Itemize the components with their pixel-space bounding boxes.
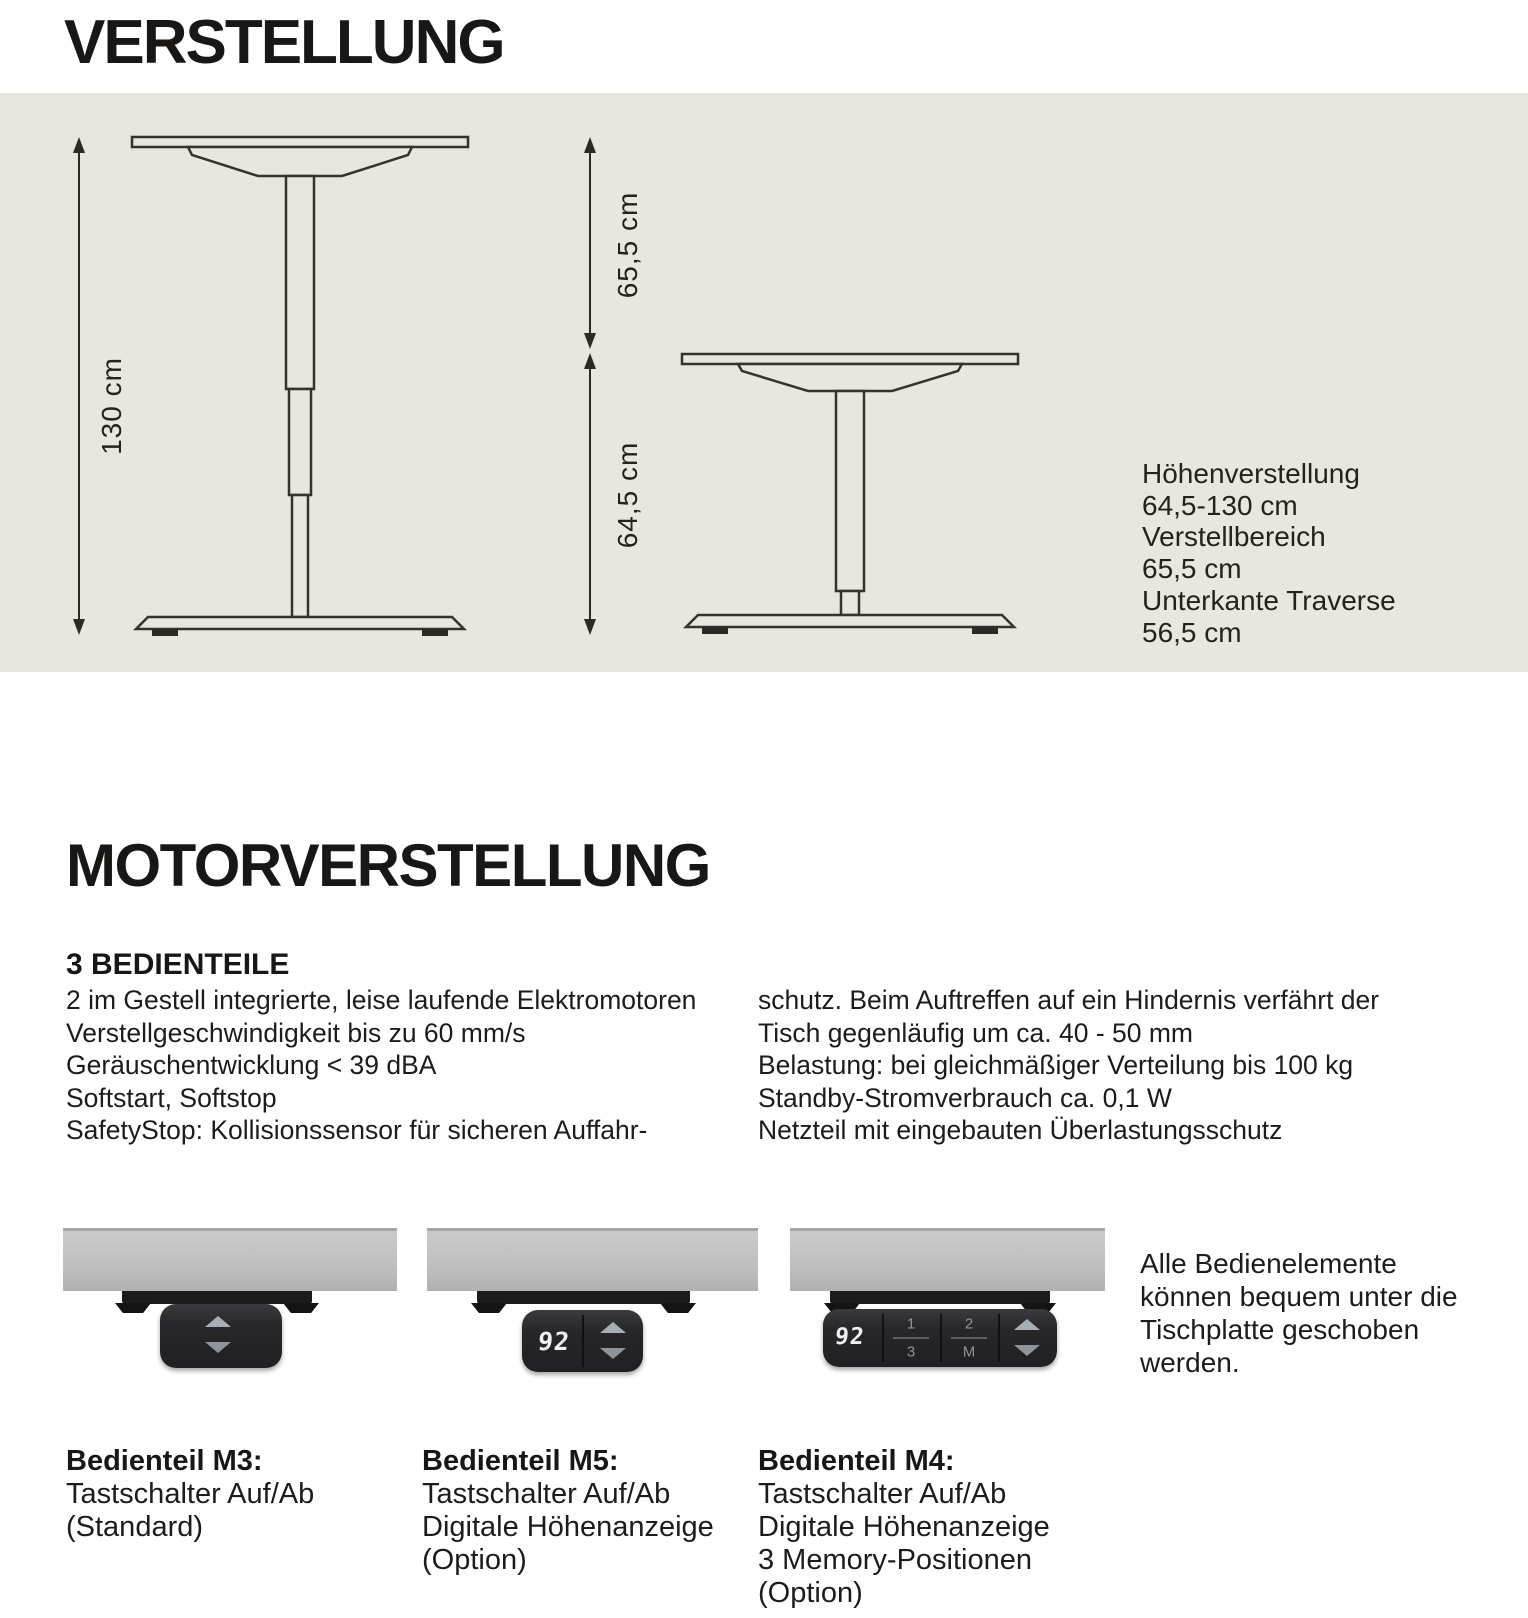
caption-title: Bedienteil M5: — [422, 1445, 619, 1477]
caption-line: (Option) — [758, 1577, 863, 1609]
caption-title: Bedienteil M3: — [66, 1445, 263, 1477]
dimension-label-lower-height: 64,5 cm — [612, 441, 643, 549]
text-line: Verstellgeschwindigkeit bis zu 60 mm/s — [66, 1017, 526, 1048]
mount-clip — [660, 1303, 696, 1313]
text-line: können bequem unter die — [1140, 1281, 1458, 1312]
dimension-arrow-lower-height-icon — [582, 353, 598, 635]
dimension-arrow-total-height-icon — [71, 137, 87, 635]
mount-clip — [115, 1303, 151, 1313]
dimension-label-total-height: 130 cm — [96, 357, 127, 455]
up-arrow-icon — [1014, 1319, 1040, 1330]
memory-button-m-label: M — [962, 1343, 976, 1361]
motor-text-right-column — [758, 984, 1458, 1147]
control-photo-m5 — [427, 1228, 758, 1378]
down-arrow-icon — [600, 1348, 626, 1359]
caption-line: (Standard) — [66, 1511, 204, 1543]
control-mount — [830, 1291, 1050, 1304]
spec-line: 56,5 cm — [1142, 616, 1242, 648]
page-title: VERSTELLUNG — [64, 8, 504, 77]
up-arrow-icon — [600, 1322, 626, 1333]
mount-clip — [283, 1303, 319, 1313]
button-divider-line — [893, 1337, 929, 1339]
control-mount — [122, 1291, 312, 1304]
desk-diagram-lowered-icon — [680, 352, 1020, 642]
pendant-divider — [998, 1314, 1000, 1362]
section-heading-motor: MOTORVERSTELLUNG — [66, 832, 710, 899]
memory-button-1-label: 1 — [906, 1315, 916, 1333]
height-display: 92 — [833, 1324, 867, 1350]
down-arrow-icon — [1014, 1345, 1040, 1356]
caption-m4 — [758, 1445, 1088, 1610]
text-line: Softstart, Softstop — [66, 1082, 277, 1113]
down-arrow-icon — [205, 1342, 231, 1353]
pendant-divider — [882, 1314, 884, 1362]
control-photo-m4 — [790, 1228, 1105, 1378]
motor-text-left-column — [66, 984, 756, 1147]
caption-line: Tastschalter Auf/Ab — [758, 1478, 1007, 1510]
text-line: Alle Bedienelemente — [1140, 1248, 1397, 1279]
mount-clip — [471, 1303, 507, 1313]
caption-line: (Option) — [422, 1544, 527, 1576]
height-display: 92 — [536, 1327, 572, 1356]
text-line: Tisch gegenläufig um ca. 40 - 50 mm — [758, 1017, 1193, 1048]
desk-slab — [427, 1228, 758, 1291]
text-line: Tischplatte geschoben — [1140, 1314, 1420, 1345]
caption-m3 — [66, 1445, 396, 1544]
caption-line: Digitale Höhenanzeige — [422, 1511, 714, 1543]
memory-button-2-label: 2 — [964, 1315, 974, 1333]
desk-slab — [790, 1228, 1105, 1291]
spec-line: 65,5 cm — [1142, 553, 1242, 585]
control-pendant-m5 — [522, 1310, 643, 1372]
control-photo-m3 — [63, 1228, 397, 1378]
controls-note-text — [1140, 1247, 1458, 1379]
caption-line: Tastschalter Auf/Ab — [66, 1478, 315, 1510]
height-spec-text — [1142, 458, 1396, 648]
dimension-label-upper-range: 65,5 cm — [612, 191, 643, 299]
dimension-arrow-upper-range-icon — [582, 137, 598, 349]
text-line: Standby-Stromverbrauch ca. 0,1 W — [758, 1082, 1172, 1113]
pendant-divider — [940, 1314, 942, 1362]
button-divider-line — [951, 1337, 987, 1339]
text-line: werden. — [1140, 1347, 1240, 1378]
subheading-bedienteile: 3 BEDIENTEILE — [66, 948, 290, 981]
text-line: Belastung: bei gleichmäßiger Verteilung bis 100 kg — [758, 1050, 1354, 1081]
up-arrow-icon — [205, 1316, 231, 1327]
spec-line: Verstellbereich — [1142, 521, 1326, 553]
text-line: schutz. Beim Auftreffen auf ein Hindernis verfährt der — [758, 985, 1380, 1015]
caption-title: Bedienteil M4: — [758, 1445, 955, 1477]
caption-m5 — [422, 1445, 752, 1577]
dimension-diagram-band — [0, 93, 1528, 672]
pendant-divider — [582, 1315, 584, 1367]
caption-line: Tastschalter Auf/Ab — [422, 1478, 671, 1510]
text-line: Netzteil mit eingebauten Überlastungsschutz — [758, 1115, 1283, 1146]
caption-line: 3 Memory-Positionen — [758, 1544, 1032, 1576]
desk-slab — [63, 1228, 397, 1291]
control-pendant-m3 — [160, 1304, 282, 1368]
caption-line: Digitale Höhenanzeige — [758, 1511, 1050, 1543]
control-pendant-m4 — [823, 1309, 1057, 1367]
spec-line: Unterkante Traverse — [1142, 584, 1396, 616]
text-line: Geräuschentwicklung < 39 dBA — [66, 1050, 437, 1081]
spec-line: 64,5-130 cm — [1142, 489, 1298, 521]
control-mount — [477, 1291, 690, 1304]
memory-button-3-label: 3 — [906, 1343, 916, 1361]
text-line: SafetyStop: Kollisionssensor für sicheren Auffahr- — [66, 1115, 648, 1146]
text-line: 2 im Gestell integrierte, leise laufende Elektromotoren — [66, 985, 697, 1015]
spec-line: Höhenverstellung — [1142, 458, 1360, 489]
desk-diagram-raised-icon — [130, 135, 470, 647]
